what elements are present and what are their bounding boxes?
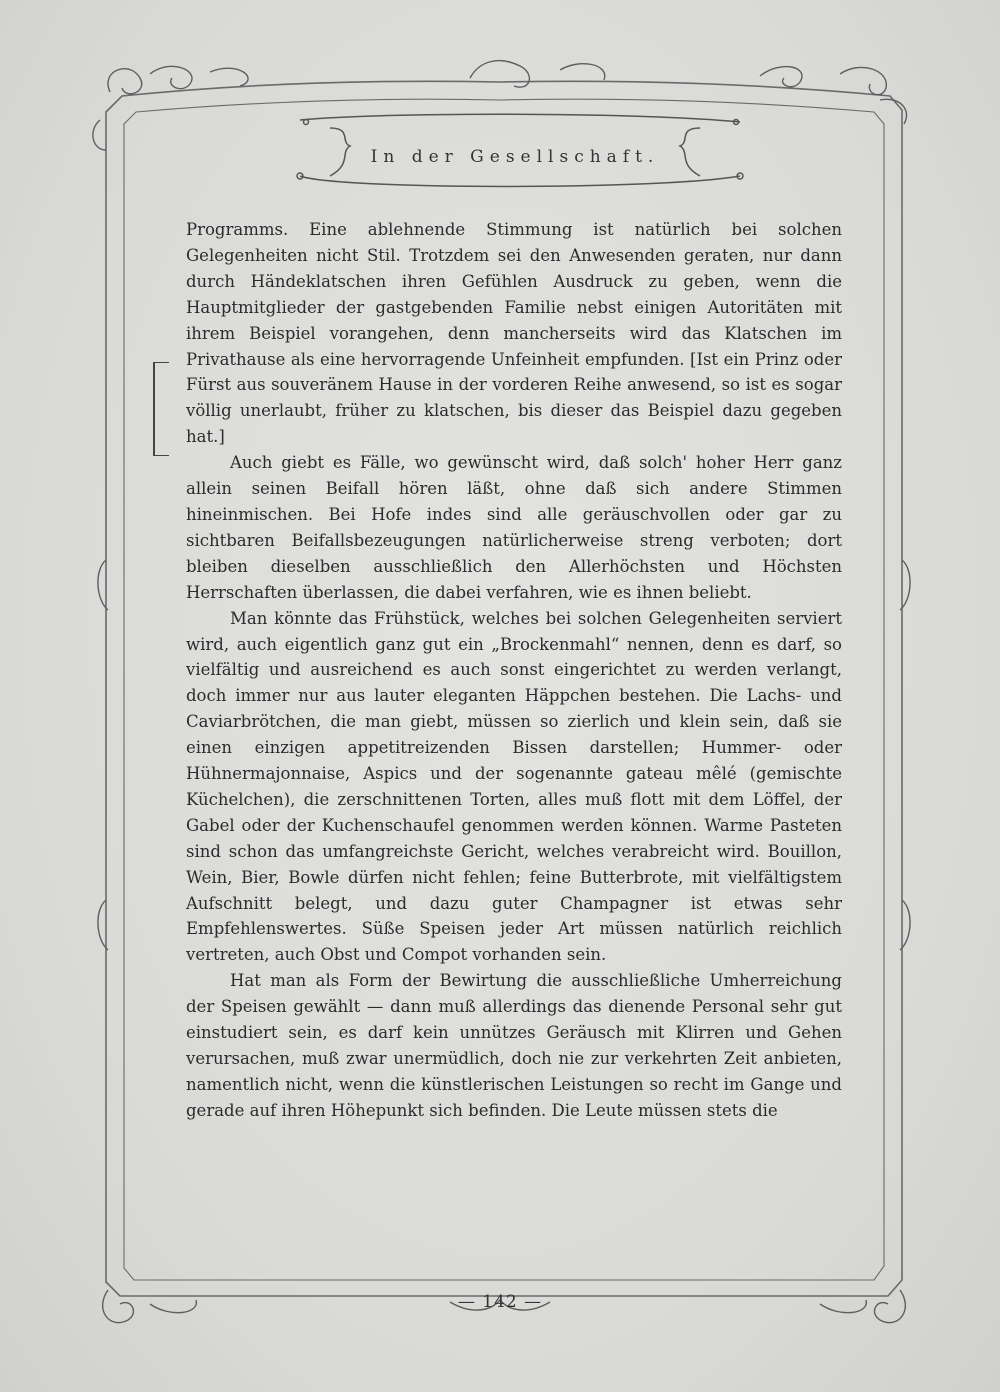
margin-bracket (153, 362, 169, 456)
paragraph: Hat man als Form der Bewirtung die ausschließliche Umherreichung der Speisen gewählt — dann muß allerdings das dienende Personal sehr gut einstudiert sein, es darf kein unnützes Geräusch mit Klirren und Gehen verursachen, muß zwar unermüdlich, doch nie zur verkehrten Zeit anbieten, namentlich nicht, wenn die künstlerischen Leistungen so recht im Gange und gerade auf ihren Höhepunkt sich befinden. Die Leute müssen stets die (186, 971, 842, 1120)
paragraph: Auch giebt es Fälle, wo gewünscht wird, daß solch' hoher Herr ganz allein seinen Beifall hören läßt, ohne daß sich andere Stimmen hineinmischen. Bei Hofe indes sind alle geräuschvollen oder gar zu sichtbaren Beifallsbezeugungen natürlicherweise streng verboten; dort bleiben dieselben ausschließlich den Allerhöchsten und Höchsten Herrschaften überlassen, die dabei verfahren, wie es ihnen beliebt. (186, 453, 842, 602)
body-text (186, 217, 842, 1124)
paragraph-continued: Programms. Eine ablehnende Stimmung ist natürlich bei solchen Gelegenheiten nicht Stil. Trotzdem sei den Anwesenden geraten, nur dann durch Händeklatschen ihren Gefühlen Ausdruck zu geben, wenn die Hauptmitglieder der gastgebenden Familie nebst einigen Autoritäten mit ihrem Beispiel vorangehen, denn mancherseits wird das Klatschen im Privathause als eine hervorragende Unfeinheit empfunden. [Ist ein Prinz oder Fürst aus souveränem Hause in der vorderen Reihe anwesend, so ist es sogar völlig unerlaubt, früher zu klatschen, bis dieser das Beispiel dazu gegeben hat.] (186, 220, 842, 447)
running-head: In der Gesellschaft. (370, 147, 660, 167)
paragraph: Man könnte das Frühstück, welches bei solchen Gelegenheiten serviert wird, auch eigentlich ganz gut ein „Brockenmahl“ nennen, denn es darf, so vielfältig und ausreichend es auch sonst eingerichtet zu werden verlangt, doch immer nur aus lauter eleganten Häppchen bestehen. Die Lachs- und Caviarbrötchen, die man giebt, müssen so zierlich und klein sein, daß sie einen einzigen appetitreizenden Bissen darstellen; Hummer- oder Hühnermajonnaise, Aspics und der sogenannte gateau mêlé (gemischte Küchelchen), die zerschnittenen Torten, alles muß flott mit dem Löffel, der Gabel oder der Kuchenschaufel genommen werden können. Warme Pasteten sind schon das umfangreichste Gericht, welches verabreicht wird. Bouillon, Wein, Bier, Bowle dürfen nicht fehlen; feine Butterbrote, mit vielfältigstem Aufschnitt belegt, und dazu guter Champagner ist etwas sehr Empfehlenswertes. Süße Speisen jeder Art müssen natürlich reichlich vertreten, auch Obst und Compot vorhanden sein. (186, 608, 842, 965)
page-number: — 142 — (457, 1292, 543, 1312)
